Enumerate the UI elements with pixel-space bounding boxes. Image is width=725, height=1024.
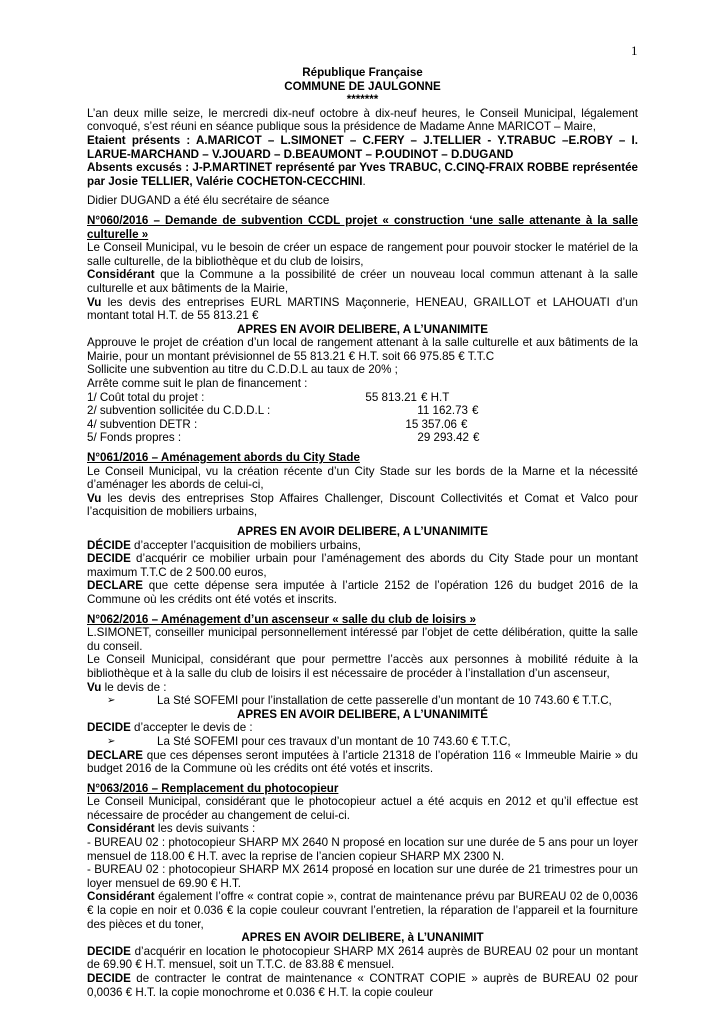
section-060-p2: Considérant que la Commune a la possibilité de créer un nouveau local commun attenant à la salle culturelle et aux bâtiments de la Mairie,	[87, 268, 638, 295]
section-060-p5: Sollicite une subvention au titre du C.D.D.L au taux de 20% ;	[87, 363, 398, 377]
section-063-p5: Considérant également l’offre « contrat copie », contrat de maintenance prévu par BUREAU 02 de 0,0036 € la copie en noir et 0.036 € la copie couleur couvrant l’entretien, la réparation de l’appareil et la fourniture des pièces et du toner,	[87, 890, 638, 931]
section-060-p6: Arrête comme suit le plan de financement :	[87, 377, 308, 391]
section-060-p4: Approuve le projet de création d’un local de rangement attenant à la salle culturelle et aux bâtiments de la Mairie, pour un montant prévisionnel de 55 813.21 € H.T. soit 66 975.85 € T.T.C	[87, 336, 638, 363]
document-page	[87, 66, 638, 999]
section-063-p3: - BUREAU 02 : photocopieur SHARP MX 2640 N proposé en location sur une durée de 5 ans pour un loyer mensuel de 118.00 € H.T. avec la reprise de l’ancien copieur SHARP MX 2300 N.	[87, 836, 638, 863]
financing-row: 4/ subvention DETR : 15 357.06 €	[87, 417, 468, 431]
absents-list: Absents excusés : J-P.MARTINET représenté par Yves TRABUC, C.CINQ-FRAIX ROBBE représentée par Josie TELLIER, Valérie COCHETON-CECCHINI.	[87, 161, 638, 188]
section-061-decision: APRES EN AVOIR DELIBERE, A L’UNANIMITE	[236, 525, 488, 538]
section-060-p1: Le Conseil Municipal, vu le besoin de créer un espace de rangement pour pouvoir stocker le matériel de la salle culturelle, de la bibliothèque et du club de loisirs,	[87, 241, 638, 268]
section-062-p2: Le Conseil Municipal, considérant que pour permettre l’accès aux personnes à mobilité réduite à la bibliothèque et à la salle du club de loisirs il est nécessaire de procéder à l’installation d’un ascenseur,	[87, 653, 638, 680]
financing-row: 2/ subvention sollicitée du C.D.D.L : 11 162.73 €	[87, 404, 479, 418]
section-062-bullet2: ➢ La Sté SOFEMI pour ces travaux d’un montant de 10 743.60 € T.T.C,	[107, 734, 511, 748]
section-063-decision: APRES EN AVOIR DELIBERE, à L’UNANIMIT	[241, 931, 484, 945]
section-063-p2: Considérant les devis suivants :	[87, 822, 256, 836]
arrow-bullet-icon: ➢	[107, 695, 116, 707]
absents-text: Absents excusés : J-P.MARTINET représenté par Yves TRABUC, C.CINQ-FRAIX ROBBE représentée par Josie TELLIER, Valérie COCHETON-CECCHINI	[87, 161, 638, 188]
financing-plan	[87, 391, 638, 445]
section-061-title: N°061/2016 – Aménagement abords du City Stade	[87, 451, 360, 465]
header-commune: COMMUNE DE JAULGONNE	[284, 79, 441, 93]
section-063-title: N°063/2016 – Remplacement du photocopieur	[87, 781, 339, 795]
section-062-bullet1: ➢ La Sté SOFEMI pour l’installation de cette passerelle d’un montant de 10 743.60 € T.T.C,	[107, 694, 612, 708]
section-062-d1: DECIDE d’accepter le devis de :	[87, 721, 253, 735]
header-stars: *******	[346, 93, 379, 107]
section-060-p3: Vu les devis des entreprises EURL MARTINS Maçonnerie, HENEAU, GRAILLOT et LAHOUATI d’un montant total H.T. de 55 813.21 €	[87, 295, 638, 323]
section-060-title: N°060/2016 – Demande de subvention CCDL projet « construction ‘une salle attenante à la salle culturelle »	[87, 213, 638, 241]
section-061-d3: DECLARE que cette dépense sera imputée à l’article 2152 de l’opération 126 du budget 2016 de la Commune où les crédits ont été votés et inscrits.	[87, 579, 638, 606]
section-062-title: N°062/2016 – Aménagement d’un ascenseur « salle du club de loisirs »	[87, 612, 476, 626]
page-number: 1	[631, 43, 638, 58]
presents-list: Etaient présents : A.MARICOT – L.SIMONET – C.FERY – J.TELLIER - Y.TRABUC –E.ROBY – I. LARUE-MARCHAND – V.JOUARD – D.BEAUMONT – P.OUDINOT – D.DUGAND	[87, 133, 638, 161]
section-061-d1: DÉCIDE d’accepter l’acquisition de mobiliers urbains,	[87, 538, 361, 552]
intro-text: L’an deux mille seize, le mercredi dix-neuf octobre à dix-neuf heures, le Conseil Municipal, légalement convoqué, s’est réuni en séance publique sous la présidence de Madame Anne MARICOT – Maire,	[87, 106, 638, 134]
section-062-p1: L.SIMONET, conseiller municipal personnellement intéressé par l’objet de cette délibération, quitte la salle du conseil.	[87, 626, 638, 653]
secretaire-text: Didier DUGAND a été élu secrétaire de séance	[87, 194, 330, 208]
financing-row: 5/ Fonds propres : 29 293.42 €	[87, 431, 480, 445]
header-republique: République Française	[302, 66, 423, 79]
section-063-p1: Le Conseil Municipal, considérant que le photocopieur actuel a été acquis en 2012 et qu’il effectue est nécessaire de procéder au changement de celui-ci.	[87, 795, 638, 822]
section-062-decision: APRES EN AVOIR DELIBERE, A L’UNANIMITÉ	[236, 707, 488, 721]
section-062-p3: Vu le devis de :	[87, 680, 167, 694]
section-060-decision: APRES EN AVOIR DELIBERE, A L’UNANIMITE	[236, 322, 488, 336]
section-063-p4: - BUREAU 02 : photocopieur SHARP MX 2614 proposé en location sur une durée de 21 trimestres pour un loyer mensuel de 69.90 € H.T.	[87, 863, 638, 890]
section-063-d1: DECIDE d’acquérir en location le photocopieur SHARP MX 2614 auprès de BUREAU 02 pour un montant de 69.90 € H.T. mensuel, soit un T.T.C. de 83.88 € mensuel.	[87, 944, 638, 972]
section-061-p1: Le Conseil Municipal, vu la création récente d’un City Stade sur les bords de la Marne et la nécessité d’aménager les abords de celui-ci,	[87, 464, 638, 492]
arrow-bullet-icon: ➢	[107, 735, 116, 747]
financing-row: 1/ Coût total du projet : 55 813.21 € H.T	[87, 390, 450, 404]
section-062-d2: DECLARE que ces dépenses seront imputées à l’article 21318 de l’opération 116 « Immeuble Mairie » du budget 2016 de la Commune où les crédits ont été votés et inscrits.	[87, 748, 638, 776]
section-063-d2: DECIDE de contracter le contrat de maintenance « CONTRAT COPIE » auprès de BUREAU 02 pour 0,0036 € H.T. la copie monochrome et 0.036 € H.T. la copie couleur	[87, 972, 638, 999]
section-061-p2: Vu les devis des entreprises Stop Affaires Challenger, Discount Collectivités et Comat et Valco pour l’acquisition de mobiliers urbains,	[87, 491, 638, 519]
section-061-d2: DECIDE d’acquérir ce mobilier urbain pour l’aménagement des abords du City Stade pour un montant maximum T.T.C de 2 500.00 euros,	[87, 552, 638, 579]
